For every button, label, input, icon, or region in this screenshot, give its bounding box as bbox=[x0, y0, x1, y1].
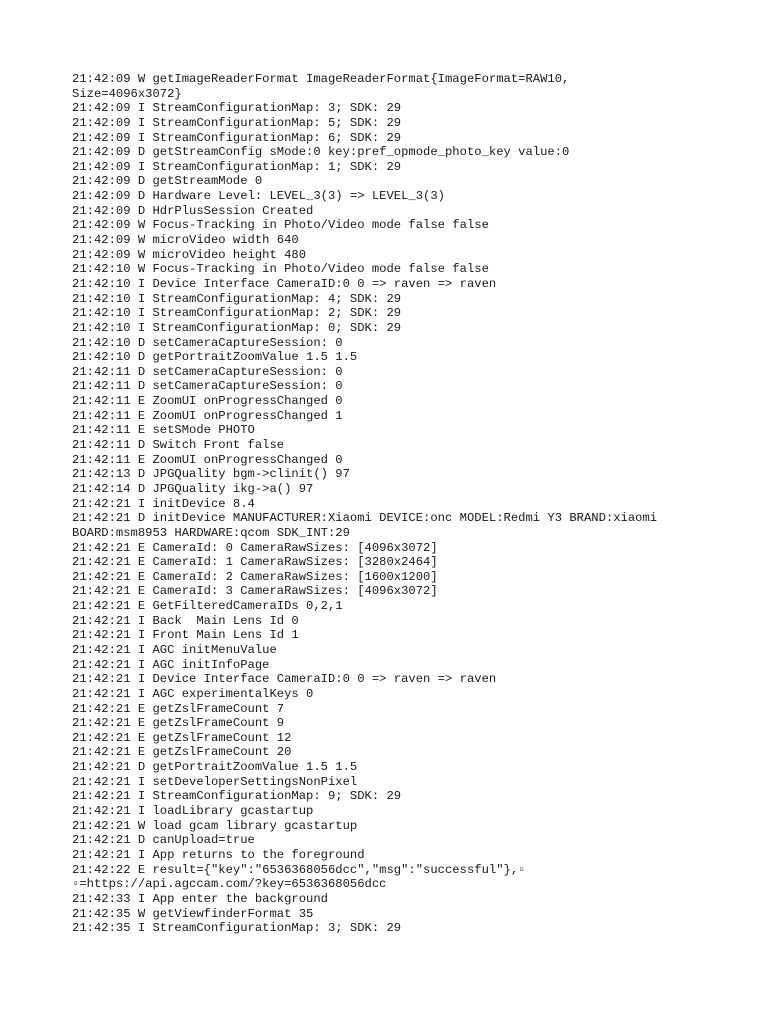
log-line: 21:42:09 I StreamConfigurationMap: 1; SDK: 29 bbox=[72, 159, 402, 174]
log-line: 21:42:21 I StreamConfigurationMap: 9; SDK: 29 bbox=[72, 789, 402, 804]
log-line: 21:42:21 I Front Main Lens Id 1 bbox=[72, 628, 299, 643]
log-line: 21:42:11 D setCameraCaptureSession: 0 bbox=[72, 379, 343, 394]
log-line: 21:42:35 W getViewfinderFormat 35 bbox=[72, 906, 314, 921]
log-line: 21:42:21 E CameraId: 3 CameraRawSizes: [4096x3072] bbox=[72, 584, 438, 599]
log-line: Size=4096x3072} bbox=[72, 86, 182, 101]
log-line: 21:42:21 I initDevice 8.4 bbox=[72, 496, 255, 511]
log-line: 21:42:21 I AGC experimentalKeys 0 bbox=[72, 686, 314, 701]
log-line: 21:42:13 D JPGQuality bgm->clinit() 97 bbox=[72, 467, 350, 482]
log-line: 21:42:21 E GetFilteredCameraIDs 0,2,1 bbox=[72, 599, 343, 614]
log-line: 21:42:21 E getZslFrameCount 9 bbox=[72, 716, 285, 731]
log-line: 21:42:21 D getPortraitZoomValue 1.5 1.5 bbox=[72, 760, 358, 775]
log-line: 21:42:11 E ZoomUI onProgressChanged 0 bbox=[72, 394, 343, 409]
log-line: 21:42:10 I StreamConfigurationMap: 2; SDK: 29 bbox=[72, 306, 402, 321]
log-line: 21:42:21 I App returns to the foreground bbox=[72, 847, 365, 862]
log-line: 21:42:09 W getImageReaderFormat ImageReaderFormat{ImageFormat=RAW10, bbox=[72, 72, 570, 86]
log-line: 21:42:09 I StreamConfigurationMap: 5; SDK: 29 bbox=[72, 115, 402, 130]
log-line: 21:42:10 D setCameraCaptureSession: 0 bbox=[72, 335, 343, 350]
log-line: 21:42:09 D getStreamConfig sMode:0 key:pref_opmode_photo_key value:0 bbox=[72, 145, 570, 160]
log-line: 21:42:10 W Focus-Tracking in Photo/Video mode false false bbox=[72, 262, 489, 277]
log-line: 21:42:21 I AGC initMenuValue bbox=[72, 642, 277, 657]
log-line: 21:42:14 D JPGQuality ikg->a() 97 bbox=[72, 481, 314, 496]
log-line: 21:42:09 I StreamConfigurationMap: 6; SDK: 29 bbox=[72, 130, 402, 145]
log-line: BOARD:msm8953 HARDWARE:qcom SDK_INT:29 bbox=[72, 525, 350, 540]
log-line: 21:42:09 W microVideo height 480 bbox=[72, 247, 307, 262]
log-line: 21:42:11 E ZoomUI onProgressChanged 1 bbox=[72, 408, 343, 423]
log-line: 21:42:09 D HdrPlusSession Created bbox=[72, 203, 314, 218]
log-line: 21:42:10 I StreamConfigurationMap: 0; SDK: 29 bbox=[72, 320, 402, 335]
log-line: 21:42:21 I loadLibrary gcastartup bbox=[72, 804, 314, 819]
log-line: 21:42:33 I App enter the background bbox=[72, 891, 328, 906]
log-line: 21:42:09 D Hardware Level: LEVEL_3(3) => LEVEL_3(3) bbox=[72, 189, 445, 204]
log-line: 21:42:21 E getZslFrameCount 20 bbox=[72, 745, 292, 760]
log-line: 21:42:21 E getZslFrameCount 7 bbox=[72, 701, 285, 716]
log-line: 21:42:21 E getZslFrameCount 12 bbox=[72, 730, 292, 745]
log-line: 21:42:11 E setSMode PHOTO bbox=[72, 423, 255, 438]
log-line: 21:42:21 I Back Main Lens Id 0 bbox=[72, 613, 299, 628]
log-line: ▫=https://api.agccam.com/?key=6536368056dcc bbox=[72, 877, 387, 892]
log-line: 21:42:09 W Focus-Tracking in Photo/Video mode false false bbox=[72, 218, 489, 233]
log-line: 21:42:21 E CameraId: 2 CameraRawSizes: [1600x1200] bbox=[72, 569, 438, 584]
log-line: 21:42:11 D setCameraCaptureSession: 0 bbox=[72, 364, 343, 379]
log-line: 21:42:21 D canUpload=true bbox=[72, 833, 255, 848]
log-line: 21:42:09 W microVideo width 640 bbox=[72, 233, 299, 248]
log-line: 21:42:22 E result={"key":"6536368056dcc","msg":"successful"},▫ bbox=[72, 862, 526, 877]
log-line: 21:42:21 I Device Interface CameraID:0 0 => raven => raven bbox=[72, 672, 497, 687]
log-line: 21:42:21 E CameraId: 0 CameraRawSizes: [4096x3072] bbox=[72, 540, 438, 555]
log-line: 21:42:11 D Switch Front false bbox=[72, 438, 285, 453]
log-line: 21:42:10 D getPortraitZoomValue 1.5 1.5 bbox=[72, 350, 358, 365]
log-line: 21:42:10 I StreamConfigurationMap: 4; SDK: 29 bbox=[72, 291, 402, 306]
log-line: 21:42:21 W load gcam library gcastartup bbox=[72, 818, 358, 833]
log-line: 21:42:21 I AGC initInfoPage bbox=[72, 657, 270, 672]
log-line: 21:42:21 E CameraId: 1 CameraRawSizes: [3280x2464] bbox=[72, 555, 438, 570]
log-line: 21:42:21 I setDeveloperSettingsNonPixel bbox=[72, 774, 358, 789]
log-line: 21:42:35 I StreamConfigurationMap: 3; SDK: 29 bbox=[72, 921, 402, 936]
log-line: 21:42:09 I StreamConfigurationMap: 3; SDK: 29 bbox=[72, 101, 402, 116]
log-line: 21:42:09 D getStreamMode 0 bbox=[72, 174, 263, 189]
log-document bbox=[72, 72, 692, 936]
log-line: 21:42:10 I Device Interface CameraID:0 0 => raven => raven bbox=[72, 276, 497, 291]
log-line: 21:42:11 E ZoomUI onProgressChanged 0 bbox=[72, 452, 343, 467]
log-line: 21:42:21 D initDevice MANUFACTURER:Xiaomi DEVICE:onc MODEL:Redmi Y3 BRAND:xiaomi bbox=[72, 511, 658, 526]
